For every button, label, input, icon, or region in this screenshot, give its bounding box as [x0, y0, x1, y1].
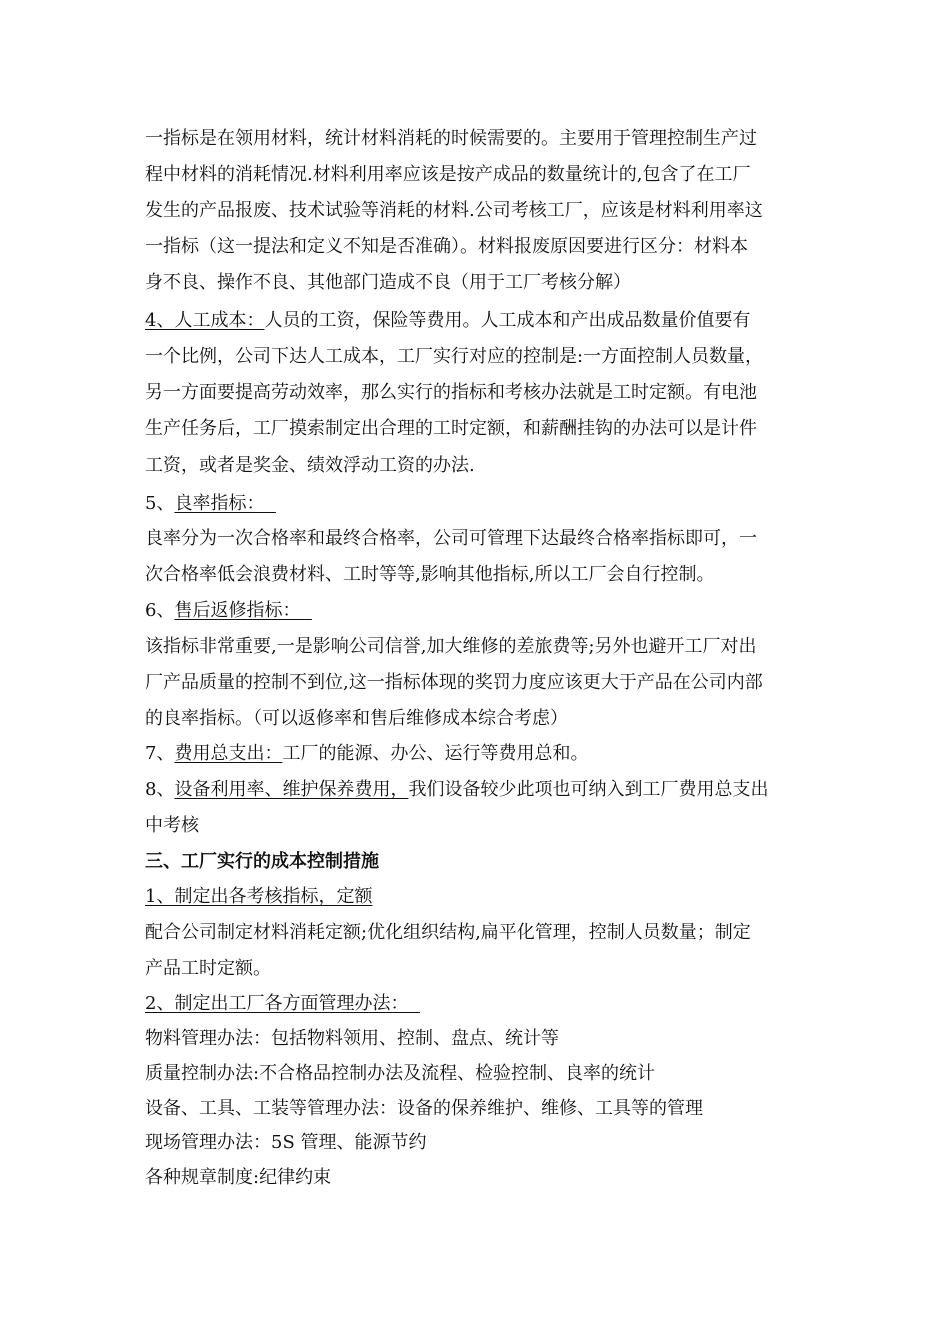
item-5-heading: 良率指标： [174, 493, 276, 514]
measure-2-heading: 2、制定出工厂各方面管理办法： [145, 993, 420, 1014]
item-8-heading: 设备利用率、维护保养费用， [174, 779, 409, 800]
body-text-line: 物料管理办法：包括物料领用、控制、盘点、统计等 [145, 1028, 559, 1049]
body-text-line: 现场管理办法：5S 管理、能源节约 [145, 1132, 427, 1153]
body-text-line: 的良率指标。（可以返修率和售后维修成本综合考虑） [145, 708, 568, 729]
item-7-line: 7、费用总支出：工厂的能源、办公、运行等费用总和。 [145, 743, 589, 764]
body-text-line: 厂产品质量的控制不到位,这一指标体现的奖罚力度应该更大于产品在公司内部 [145, 672, 763, 693]
body-text-line: 次合格率低会浪费材料、工时等等,影响其他指标,所以工厂会自行控制。 [145, 564, 715, 585]
item-4-line: 4、人工成本：人员的工资，保险等费用。人工成本和产出成品数量价值要有 [145, 310, 751, 331]
body-text-line: 一指标是在领用材料，统计材料消耗的时候需要的。主要用于管理控制生产过 [145, 128, 757, 149]
body-text-line: 良率分为一次合格率和最终合格率，公司可管理下达最终合格率指标即可，一 [145, 528, 757, 549]
body-text-line: 工资，或者是奖金、绩效浮动工资的办法. [145, 455, 475, 476]
body-text-line: 一个比例，公司下达人工成本，工厂实行对应的控制是:一方面控制人员数量， [145, 346, 764, 367]
item-8-line: 8、设备利用率、维护保养费用，我们设备较少此项也可纳入到工厂费用总支出 [145, 779, 769, 800]
body-text-line: 质量控制办法:不合格品控制办法及流程、检验控制、良率的统计 [145, 1063, 656, 1084]
body-text-line: 该指标非常重要,一是影响公司信誉,加大维修的差旅费等;另外也避开工厂对出 [145, 636, 757, 657]
body-text-line: 程中材料的消耗情况.材料利用率应该是按产成品的数量统计的,包含了在工厂 [145, 164, 751, 185]
item-6-line: 6、售后返修指标： [145, 600, 312, 621]
section-3-heading: 三、工厂实行的成本控制措施 [145, 851, 379, 872]
body-text-line: 设备、工具、工装等管理办法：设备的保养维护、维修、工具等的管理 [145, 1098, 703, 1119]
item-7-heading: 费用总支出： [174, 743, 283, 764]
body-text-line: 一指标（这一提法和定义不知是否准确）。材料报废原因要进行区分：材料本 [145, 236, 748, 257]
body-text-line: 配合公司制定材料消耗定额;优化组织结构,扁平化管理，控制人员数量；制定 [145, 922, 751, 943]
body-text-line: 产品工时定额。 [145, 958, 271, 979]
body-text-line: 中考核 [145, 815, 199, 836]
body-text-line: 生产任务后，工厂摸索制定出合理的工时定额，和薪酬挂钩的办法可以是计件 [145, 418, 757, 439]
body-text-line: 发生的产品报废、技术试验等消耗的材料.公司考核工厂，应该是材料利用率这 [145, 200, 763, 221]
body-text-line: 各种规章制度:纪律约束 [145, 1167, 332, 1188]
item-4-heading: 4、人工成本： [145, 310, 265, 331]
body-text-line: 身不良、操作不良、其他部门造成不良（用于工厂考核分解） [145, 272, 631, 293]
item-6-heading: 售后返修指标： [174, 600, 312, 621]
measure-1-heading: 1、制定出各考核指标，定额 [145, 886, 373, 907]
body-text-line: 另一方面要提高劳动效率，那么实行的指标和考核办法就是工时定额。有电池 [145, 382, 757, 403]
item-5-line: 5、良率指标： [145, 493, 276, 514]
